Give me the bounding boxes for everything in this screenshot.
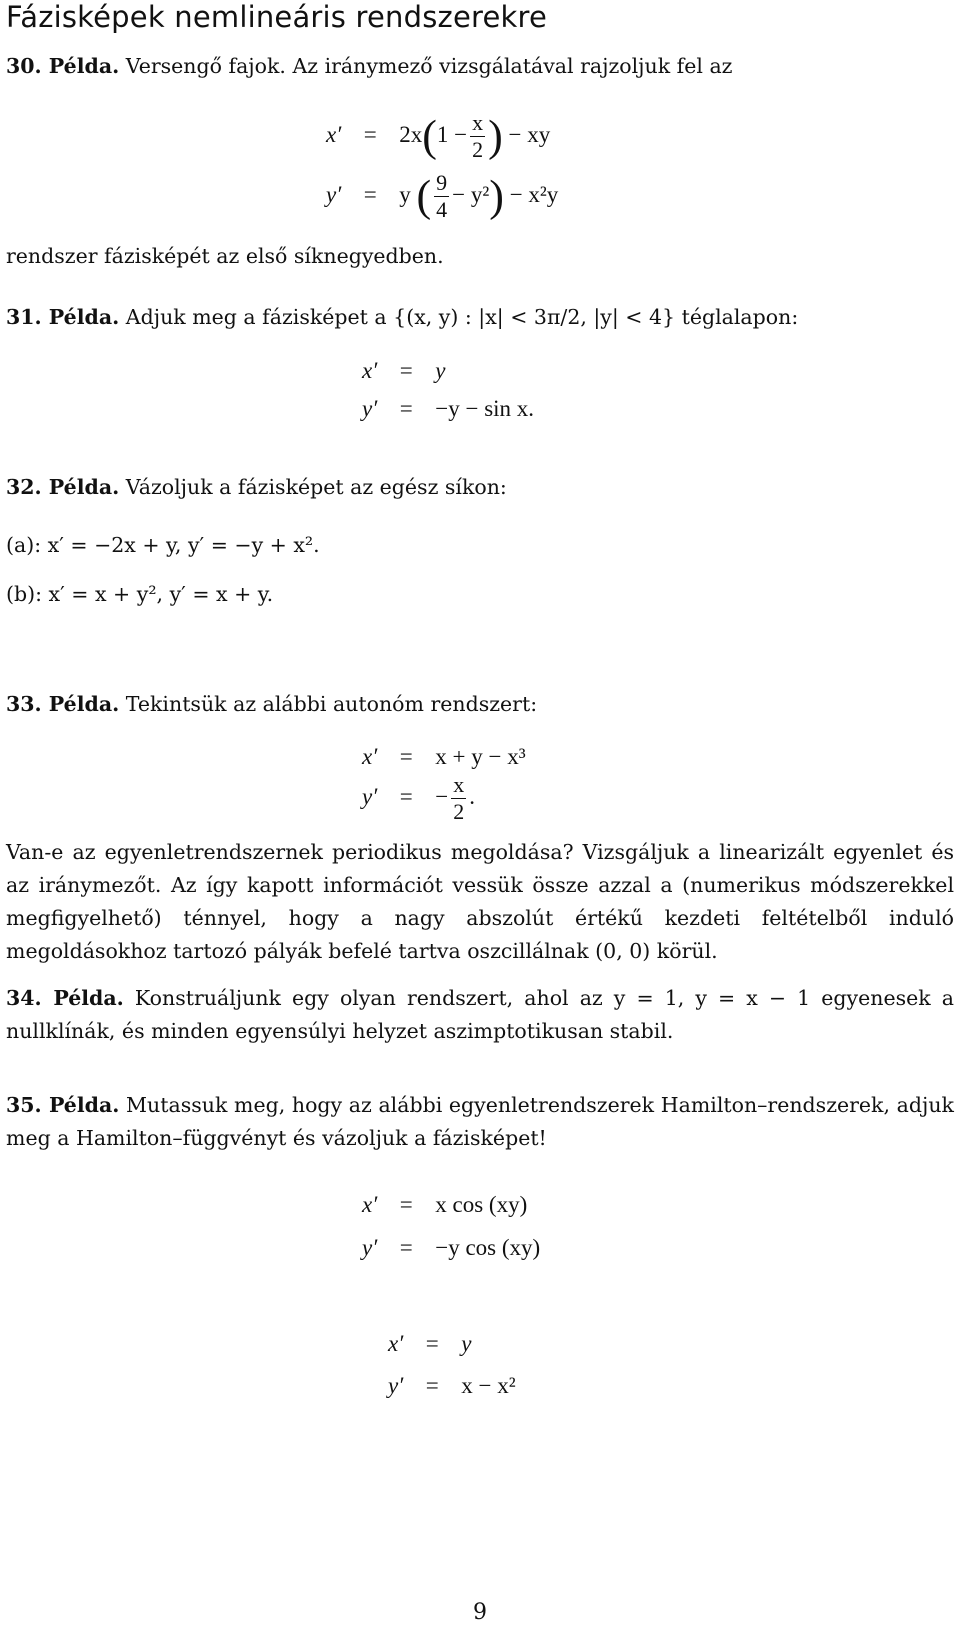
example-31-number: 31. Példa. <box>6 305 120 329</box>
page-title: Fázisképek nemlineáris rendszerekre <box>6 0 548 34</box>
example-35-system-1-equation-1: x′ = x cos (xy) <box>362 1192 528 1217</box>
example-35-system-1-equation-2: y′ = −y cos (xy) <box>362 1235 541 1260</box>
example-30-number: 30. Példa. <box>6 54 120 78</box>
example-31-intro <box>6 301 954 334</box>
example-35-text: Mutassuk meg, hogy az alábbi egyenletrendszerek Hamilton–rendszerek, adjuk meg a Hamilton–függvényt és vázoljuk a fázisképet! <box>6 1093 954 1150</box>
example-34-number: 34. Példa. <box>6 986 124 1010</box>
example-31-text: Adjuk meg a fázisképet a {(x, y) : |x| < 3π/2, |y| < 4} téglalapon: <box>125 305 799 329</box>
example-30-after: rendszer fázisképét az első síknegyedben. <box>6 244 444 268</box>
example-30-intro <box>6 50 954 83</box>
example-33-text: Tekintsük az alábbi autonóm rendszert: <box>125 692 538 716</box>
example-35-system-2-equation-1: x′ = y <box>388 1331 472 1356</box>
example-32-intro <box>6 471 954 504</box>
example-34-paragraph <box>6 982 954 1048</box>
example-31-equation-2: y′ = −y − sin x. <box>362 396 535 421</box>
example-30-equation-2: y′ = y ( $\frac{9}{4}$ − y²) − x²y <box>326 170 559 222</box>
example-33-equation-1: x′ = x + y − x³ <box>362 744 526 769</box>
example-34-text: Konstruáljunk egy olyan rendszert, ahol az y = 1, y = x − 1 egyenesek a nullklínák, és minden egyensúlyi helyzet aszimptotikusan stabil. <box>6 986 954 1043</box>
example-33-text-body: Van-e az egyenletrendszernek periodikus megoldása? Vizsgáljuk a linearizált egyenlet és az iránymezőt. Az így kapott információt vessük össze azzal a (numerikus módszerekkel megfigyelhető) ténnyel, hogy a nagy abszolút értékű kezdeti feltételből induló megoldásokhoz tartozó pályák befelé tartva oszcillálnak (0, 0) körül. <box>6 840 954 963</box>
example-35-number: 35. Példa. <box>6 1093 120 1117</box>
example-31-equation-1: x′ = y <box>362 358 446 383</box>
example-30-equation-1: x′ = 2x(1 − $\frac{x}{2}$ ) − xy <box>326 110 551 162</box>
example-33-equation-2: y′ = − $\frac{x}{2}$ . <box>362 772 475 824</box>
example-32-text: Vázoljuk a fázisképet az egész síkon: <box>125 475 507 499</box>
example-30-text: Versengő fajok. Az iránymező vizsgálatával rajzoljuk fel az <box>125 54 733 78</box>
example-35-paragraph <box>6 1089 954 1155</box>
example-33-intro <box>6 688 954 721</box>
page-number: 9 <box>473 1600 487 1625</box>
example-35-system-2-equation-2: y′ = x − x² <box>388 1373 516 1398</box>
example-33-number: 33. Példa. <box>6 692 120 716</box>
example-32-number: 32. Példa. <box>6 475 120 499</box>
example-32-part-b: (b): x′ = x + y², y′ = x + y. <box>6 582 274 606</box>
example-32-part-a: (a): x′ = −2x + y, y′ = −y + x². <box>6 533 320 557</box>
